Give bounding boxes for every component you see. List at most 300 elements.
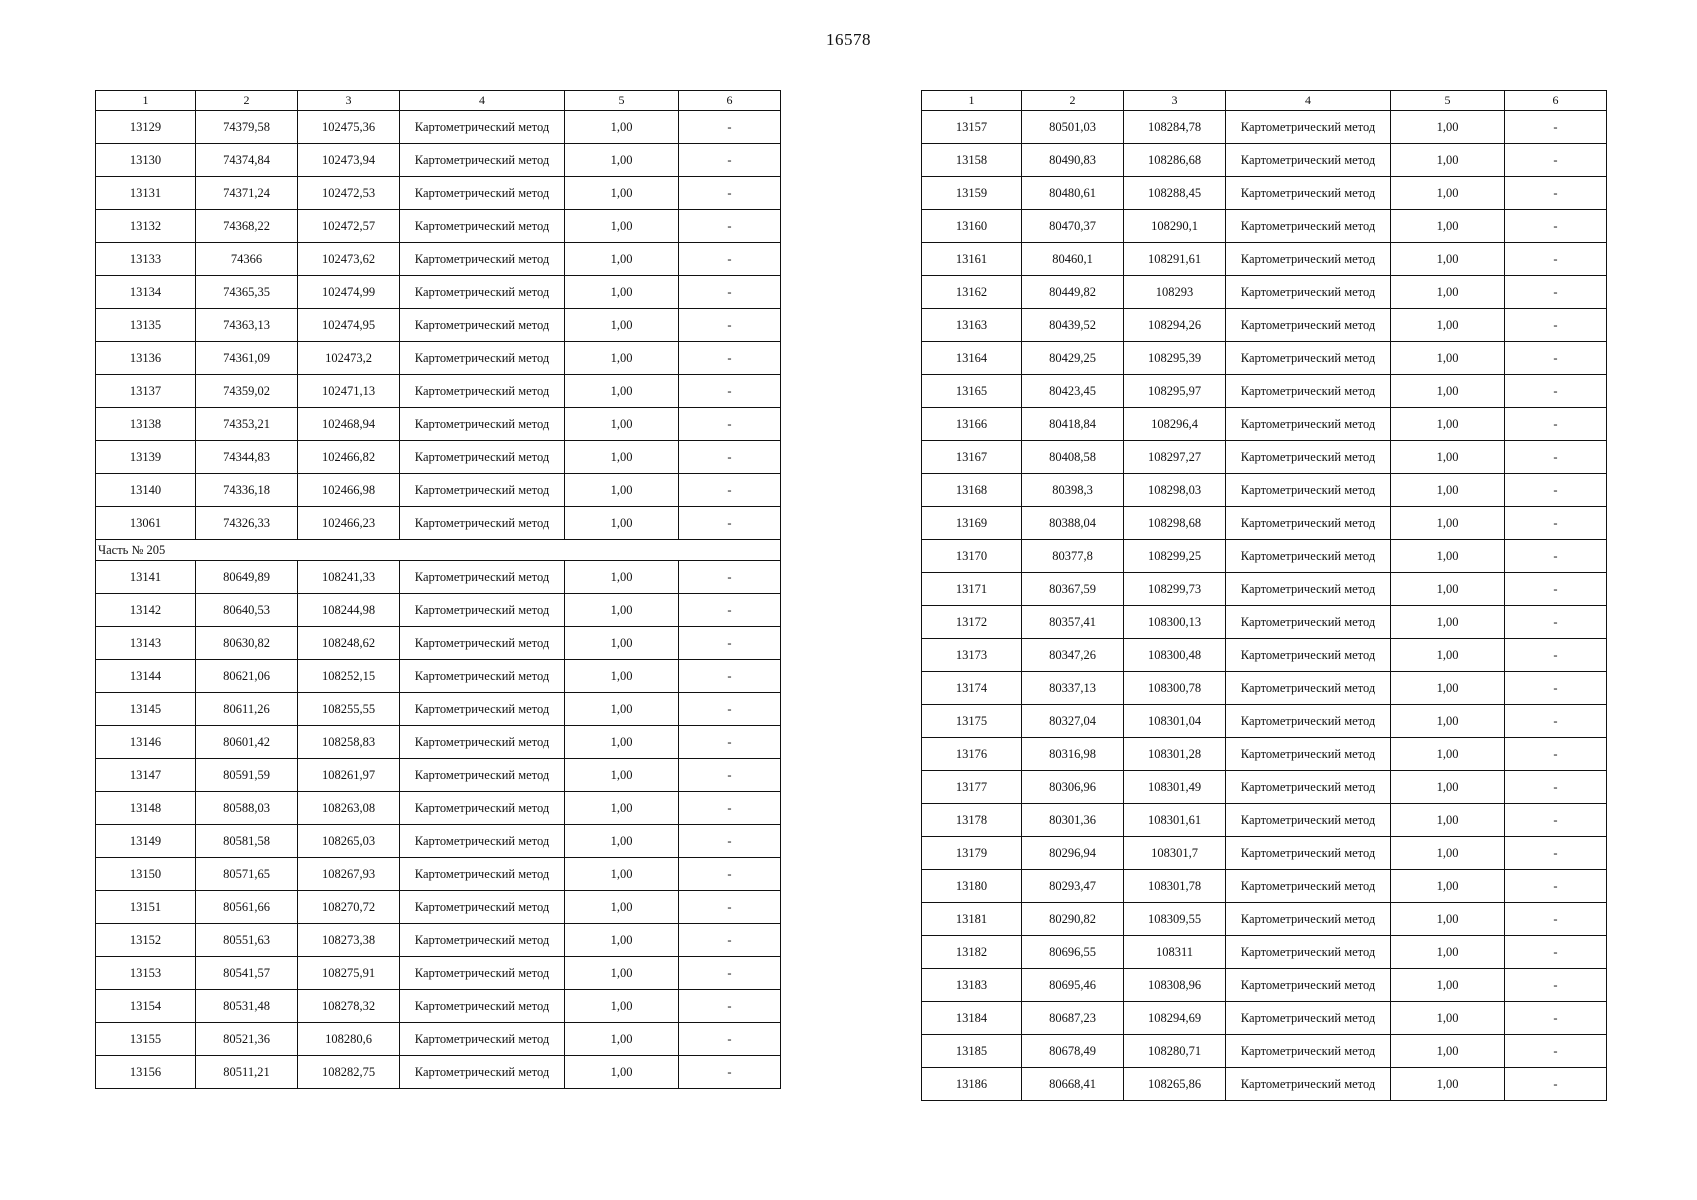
- table-row: [96, 441, 781, 474]
- table-cell: -: [679, 990, 781, 1023]
- table-cell: 13162: [922, 276, 1022, 309]
- table-cell: 74326,33: [196, 507, 298, 540]
- column-header: 4: [1226, 91, 1391, 111]
- table-cell: 13158: [922, 144, 1022, 177]
- table-cell: 1,00: [565, 792, 679, 825]
- table-cell: Картометрический метод: [400, 990, 565, 1023]
- table-cell: 13181: [922, 903, 1022, 936]
- table-cell: 80687,23: [1022, 1002, 1124, 1035]
- table-cell: 13150: [96, 858, 196, 891]
- table-cell: 1,00: [565, 759, 679, 792]
- table-row: [96, 660, 781, 693]
- table-cell: 13169: [922, 507, 1022, 540]
- table-cell: 108291,61: [1124, 243, 1226, 276]
- table-cell: 1,00: [565, 144, 679, 177]
- table-cell: 74371,24: [196, 177, 298, 210]
- table-cell: -: [1505, 177, 1607, 210]
- table-cell: Картометрический метод: [1226, 210, 1391, 243]
- table-cell: -: [1505, 837, 1607, 870]
- table-cell: 13170: [922, 540, 1022, 573]
- table-cell: 13145: [96, 693, 196, 726]
- table-cell: 13186: [922, 1068, 1022, 1101]
- table-cell: 1,00: [1391, 1068, 1505, 1101]
- table-cell: 80668,41: [1022, 1068, 1124, 1101]
- table-row: [922, 243, 1607, 276]
- table-cell: -: [1505, 276, 1607, 309]
- table-cell: 102473,62: [298, 243, 400, 276]
- table-cell: 13143: [96, 627, 196, 660]
- table-row: [922, 474, 1607, 507]
- table-row: [96, 144, 781, 177]
- table-cell: 1,00: [565, 342, 679, 375]
- table-cell: Картометрический метод: [1226, 1035, 1391, 1068]
- table-cell: Картометрический метод: [1226, 342, 1391, 375]
- table-cell: -: [679, 408, 781, 441]
- table-cell: 102466,98: [298, 474, 400, 507]
- table-cell: -: [1505, 474, 1607, 507]
- table-cell: -: [679, 111, 781, 144]
- table-cell: 74366: [196, 243, 298, 276]
- table-cell: 74379,58: [196, 111, 298, 144]
- table-cell: 80408,58: [1022, 441, 1124, 474]
- table-cell: 80678,49: [1022, 1035, 1124, 1068]
- table-cell: -: [679, 507, 781, 540]
- coordinates-table-right: [921, 90, 1607, 1101]
- table-row: [922, 276, 1607, 309]
- table-row: [96, 375, 781, 408]
- table-cell: 102472,53: [298, 177, 400, 210]
- table-row: [96, 342, 781, 375]
- table-cell: 1,00: [565, 1023, 679, 1056]
- table-cell: 1,00: [565, 507, 679, 540]
- table-cell: Картометрический метод: [400, 1023, 565, 1056]
- table-row: [96, 594, 781, 627]
- table-row: [96, 1023, 781, 1056]
- table-cell: 13137: [96, 375, 196, 408]
- table-cell: 13129: [96, 111, 196, 144]
- table-cell: 80601,42: [196, 726, 298, 759]
- table-cell: Картометрический метод: [400, 375, 565, 408]
- table-cell: Картометрический метод: [1226, 1002, 1391, 1035]
- table-cell: -: [1505, 936, 1607, 969]
- table-cell: Картометрический метод: [400, 693, 565, 726]
- table-cell: -: [1505, 210, 1607, 243]
- table-cell: Картометрический метод: [1226, 705, 1391, 738]
- table-cell: -: [679, 342, 781, 375]
- table-cell: 108293: [1124, 276, 1226, 309]
- table-cell: 13134: [96, 276, 196, 309]
- table-cell: Картометрический метод: [1226, 408, 1391, 441]
- table-cell: Картометрический метод: [1226, 1068, 1391, 1101]
- table-cell: 108298,03: [1124, 474, 1226, 507]
- table-cell: 108252,15: [298, 660, 400, 693]
- table-cell: 80581,58: [196, 825, 298, 858]
- table-cell: 80293,47: [1022, 870, 1124, 903]
- table-cell: 1,00: [1391, 507, 1505, 540]
- table-cell: Картометрический метод: [400, 594, 565, 627]
- table-cell: -: [1505, 309, 1607, 342]
- table-cell: Картометрический метод: [1226, 375, 1391, 408]
- table-row: [922, 408, 1607, 441]
- table-cell: 1,00: [1391, 309, 1505, 342]
- table-row: [96, 474, 781, 507]
- table-cell: 13161: [922, 243, 1022, 276]
- table-row: [922, 936, 1607, 969]
- table-cell: Картометрический метод: [1226, 540, 1391, 573]
- table-cell: Картометрический метод: [1226, 738, 1391, 771]
- table-cell: 13163: [922, 309, 1022, 342]
- column-header: 1: [922, 91, 1022, 111]
- table-cell: 1,00: [565, 210, 679, 243]
- table-cell: Картометрический метод: [1226, 573, 1391, 606]
- table-cell: 108301,04: [1124, 705, 1226, 738]
- column-header: 2: [1022, 91, 1124, 111]
- table-cell: 13148: [96, 792, 196, 825]
- table-cell: 13152: [96, 924, 196, 957]
- table-cell: -: [679, 726, 781, 759]
- table-cell: Картометрический метод: [400, 507, 565, 540]
- table-cell: 108280,6: [298, 1023, 400, 1056]
- table-row: [922, 837, 1607, 870]
- table-cell: 13184: [922, 1002, 1022, 1035]
- table-cell: 80521,36: [196, 1023, 298, 1056]
- table-cell: 80337,13: [1022, 672, 1124, 705]
- table-cell: 13139: [96, 441, 196, 474]
- table-cell: -: [679, 594, 781, 627]
- table-cell: 1,00: [1391, 540, 1505, 573]
- table-cell: 80541,57: [196, 957, 298, 990]
- table-cell: 80561,66: [196, 891, 298, 924]
- table-cell: Картометрический метод: [400, 210, 565, 243]
- table-cell: 80301,36: [1022, 804, 1124, 837]
- table-cell: 1,00: [1391, 243, 1505, 276]
- table-cell: -: [679, 693, 781, 726]
- table-cell: 108301,78: [1124, 870, 1226, 903]
- table-cell: 108300,78: [1124, 672, 1226, 705]
- table-row: [96, 210, 781, 243]
- table-cell: Картометрический метод: [1226, 177, 1391, 210]
- table-cell: 13159: [922, 177, 1022, 210]
- table-cell: 13140: [96, 474, 196, 507]
- table-cell: -: [1505, 969, 1607, 1002]
- table-cell: -: [679, 924, 781, 957]
- table-cell: 80621,06: [196, 660, 298, 693]
- table-cell: 108288,45: [1124, 177, 1226, 210]
- table-cell: 13180: [922, 870, 1022, 903]
- table-cell: -: [1505, 672, 1607, 705]
- table-cell: 80429,25: [1022, 342, 1124, 375]
- table-cell: 1,00: [565, 375, 679, 408]
- table-cell: 108273,38: [298, 924, 400, 957]
- table-header-row: [922, 91, 1607, 111]
- table-cell: 1,00: [565, 1056, 679, 1089]
- table-cell: 1,00: [1391, 573, 1505, 606]
- table-cell: Картометрический метод: [400, 825, 565, 858]
- table-cell: 13167: [922, 441, 1022, 474]
- table-cell: 80591,59: [196, 759, 298, 792]
- table-cell: -: [679, 474, 781, 507]
- table-cell: 13061: [96, 507, 196, 540]
- section-header-row: [96, 540, 781, 561]
- table-cell: -: [1505, 342, 1607, 375]
- table-row: [96, 990, 781, 1023]
- table-row: [922, 1068, 1607, 1101]
- table-cell: 13133: [96, 243, 196, 276]
- column-header: 5: [1391, 91, 1505, 111]
- table-cell: Картометрический метод: [400, 177, 565, 210]
- column-header: 3: [298, 91, 400, 111]
- table-cell: 108265,86: [1124, 1068, 1226, 1101]
- table-cell: 1,00: [1391, 1002, 1505, 1035]
- table-row: [96, 858, 781, 891]
- table-cell: 108241,33: [298, 561, 400, 594]
- table-cell: 80490,83: [1022, 144, 1124, 177]
- coordinates-table-left: [95, 90, 781, 1089]
- table-cell: Картометрический метод: [400, 309, 565, 342]
- table-cell: 80501,03: [1022, 111, 1124, 144]
- table-row: [922, 210, 1607, 243]
- table-cell: Картометрический метод: [1226, 474, 1391, 507]
- table-cell: 1,00: [1391, 375, 1505, 408]
- table-cell: Картометрический метод: [400, 342, 565, 375]
- table-row: [922, 1035, 1607, 1068]
- table-cell: 13132: [96, 210, 196, 243]
- table-cell: 13165: [922, 375, 1022, 408]
- table-cell: -: [1505, 1068, 1607, 1101]
- table-cell: Картометрический метод: [1226, 243, 1391, 276]
- column-header: 6: [679, 91, 781, 111]
- table-row: [96, 111, 781, 144]
- table-cell: Картометрический метод: [400, 561, 565, 594]
- table-cell: 13146: [96, 726, 196, 759]
- table-cell: Картометрический метод: [400, 924, 565, 957]
- table-cell: 1,00: [565, 627, 679, 660]
- table-cell: -: [679, 891, 781, 924]
- table-cell: 13164: [922, 342, 1022, 375]
- table-cell: -: [1505, 507, 1607, 540]
- table-cell: 108267,93: [298, 858, 400, 891]
- table-cell: 1,00: [1391, 672, 1505, 705]
- table-cell: 1,00: [1391, 408, 1505, 441]
- table-cell: 1,00: [565, 990, 679, 1023]
- table-cell: -: [1505, 144, 1607, 177]
- table-cell: 13172: [922, 606, 1022, 639]
- table-cell: 13149: [96, 825, 196, 858]
- section-label: Часть № 205: [96, 540, 781, 561]
- table-cell: 13175: [922, 705, 1022, 738]
- table-cell: 1,00: [1391, 969, 1505, 1002]
- table-cell: -: [1505, 540, 1607, 573]
- table-cell: 74336,18: [196, 474, 298, 507]
- table-cell: Картометрический метод: [400, 276, 565, 309]
- table-cell: -: [1505, 243, 1607, 276]
- table-cell: 13144: [96, 660, 196, 693]
- table-cell: -: [679, 660, 781, 693]
- table-row: [922, 309, 1607, 342]
- table-cell: 1,00: [1391, 738, 1505, 771]
- table-cell: 108278,32: [298, 990, 400, 1023]
- table-cell: 102473,2: [298, 342, 400, 375]
- table-cell: 102475,36: [298, 111, 400, 144]
- table-cell: 80306,96: [1022, 771, 1124, 804]
- table-row: [96, 726, 781, 759]
- table-cell: 1,00: [565, 693, 679, 726]
- table-row: [922, 969, 1607, 1002]
- table-row: [922, 111, 1607, 144]
- table-row: [922, 441, 1607, 474]
- table-cell: Картометрический метод: [1226, 969, 1391, 1002]
- table-cell: 102474,99: [298, 276, 400, 309]
- table-cell: Картометрический метод: [1226, 639, 1391, 672]
- table-cell: Картометрический метод: [400, 792, 565, 825]
- table-cell: 13182: [922, 936, 1022, 969]
- table-cell: 1,00: [565, 726, 679, 759]
- table-row: [922, 870, 1607, 903]
- table-cell: 80460,1: [1022, 243, 1124, 276]
- table-cell: Картометрический метод: [1226, 441, 1391, 474]
- table-cell: 80696,55: [1022, 936, 1124, 969]
- table-cell: 80388,04: [1022, 507, 1124, 540]
- table-row: [922, 507, 1607, 540]
- table-cell: 1,00: [565, 561, 679, 594]
- table-cell: 80611,26: [196, 693, 298, 726]
- table-cell: 108298,68: [1124, 507, 1226, 540]
- table-cell: 13177: [922, 771, 1022, 804]
- table-cell: -: [679, 858, 781, 891]
- table-row: [922, 672, 1607, 705]
- table-cell: Картометрический метод: [400, 891, 565, 924]
- table-cell: 1,00: [1391, 1035, 1505, 1068]
- table-cell: Картометрический метод: [1226, 936, 1391, 969]
- table-cell: 1,00: [565, 891, 679, 924]
- table-row: [922, 771, 1607, 804]
- table-header-row: [96, 91, 781, 111]
- table-cell: -: [1505, 771, 1607, 804]
- table-cell: 108255,55: [298, 693, 400, 726]
- table-cell: 1,00: [1391, 870, 1505, 903]
- table-cell: 108299,73: [1124, 573, 1226, 606]
- table-cell: 80296,94: [1022, 837, 1124, 870]
- table-row: [922, 144, 1607, 177]
- table-cell: -: [1505, 1035, 1607, 1068]
- table-cell: -: [679, 957, 781, 990]
- table-row: [922, 540, 1607, 573]
- table-cell: Картометрический метод: [1226, 144, 1391, 177]
- table-cell: Картометрический метод: [1226, 903, 1391, 936]
- table-cell: 1,00: [1391, 837, 1505, 870]
- table-row: [922, 738, 1607, 771]
- table-cell: 1,00: [565, 924, 679, 957]
- table-cell: 80439,52: [1022, 309, 1124, 342]
- table-cell: -: [1505, 870, 1607, 903]
- table-cell: Картометрический метод: [1226, 606, 1391, 639]
- table-cell: Картометрический метод: [400, 474, 565, 507]
- table-cell: 13147: [96, 759, 196, 792]
- table-cell: 80470,37: [1022, 210, 1124, 243]
- table-cell: 108300,48: [1124, 639, 1226, 672]
- table-cell: -: [679, 243, 781, 276]
- table-cell: 80551,63: [196, 924, 298, 957]
- table-cell: 1,00: [1391, 903, 1505, 936]
- table-cell: 1,00: [565, 660, 679, 693]
- table-cell: Картометрический метод: [400, 957, 565, 990]
- column-header: 3: [1124, 91, 1226, 111]
- table-cell: 13173: [922, 639, 1022, 672]
- table-cell: 13178: [922, 804, 1022, 837]
- table-cell: 102472,57: [298, 210, 400, 243]
- table-cell: -: [1505, 408, 1607, 441]
- table-cell: 1,00: [565, 858, 679, 891]
- table-cell: 74353,21: [196, 408, 298, 441]
- table-cell: Картометрический метод: [400, 759, 565, 792]
- table-cell: 108308,96: [1124, 969, 1226, 1002]
- table-cell: 108301,61: [1124, 804, 1226, 837]
- table-cell: 80511,21: [196, 1056, 298, 1089]
- table-cell: 1,00: [565, 825, 679, 858]
- table-cell: 80290,82: [1022, 903, 1124, 936]
- table-row: [922, 804, 1607, 837]
- table-cell: 13171: [922, 573, 1022, 606]
- table-cell: 13176: [922, 738, 1022, 771]
- table-cell: 1,00: [1391, 936, 1505, 969]
- table-cell: -: [1505, 639, 1607, 672]
- table-cell: 80398,3: [1022, 474, 1124, 507]
- table-cell: -: [679, 792, 781, 825]
- table-cell: 108309,55: [1124, 903, 1226, 936]
- table-cell: 13154: [96, 990, 196, 1023]
- table-cell: 80531,48: [196, 990, 298, 1023]
- table-cell: -: [1505, 903, 1607, 936]
- table-cell: -: [679, 825, 781, 858]
- table-row: [96, 561, 781, 594]
- table-cell: 108301,7: [1124, 837, 1226, 870]
- table-cell: Картометрический метод: [1226, 507, 1391, 540]
- table-row: [96, 309, 781, 342]
- table-cell: 1,00: [1391, 474, 1505, 507]
- table-cell: 13131: [96, 177, 196, 210]
- table-cell: 1,00: [565, 474, 679, 507]
- table-cell: 108275,91: [298, 957, 400, 990]
- table-cell: 80377,8: [1022, 540, 1124, 573]
- table-cell: 108297,27: [1124, 441, 1226, 474]
- table-cell: 108301,28: [1124, 738, 1226, 771]
- table-cell: Картометрический метод: [400, 1056, 565, 1089]
- table-cell: 102466,82: [298, 441, 400, 474]
- table-cell: 108300,13: [1124, 606, 1226, 639]
- table-cell: 102468,94: [298, 408, 400, 441]
- table-cell: 80316,98: [1022, 738, 1124, 771]
- table-row: [922, 606, 1607, 639]
- table-cell: 80588,03: [196, 792, 298, 825]
- table-cell: Картометрический метод: [400, 726, 565, 759]
- table-cell: 13168: [922, 474, 1022, 507]
- table-cell: Картометрический метод: [400, 144, 565, 177]
- table-row: [96, 792, 781, 825]
- table-cell: -: [1505, 1002, 1607, 1035]
- table-row: [96, 825, 781, 858]
- table-cell: 13135: [96, 309, 196, 342]
- table-cell: -: [1505, 606, 1607, 639]
- table-cell: 13151: [96, 891, 196, 924]
- table-row: [96, 759, 781, 792]
- table-row: [922, 375, 1607, 408]
- table-row: [922, 177, 1607, 210]
- table-cell: 108294,69: [1124, 1002, 1226, 1035]
- table-row: [96, 891, 781, 924]
- table-cell: 102471,13: [298, 375, 400, 408]
- table-cell: 80327,04: [1022, 705, 1124, 738]
- table-cell: 1,00: [565, 408, 679, 441]
